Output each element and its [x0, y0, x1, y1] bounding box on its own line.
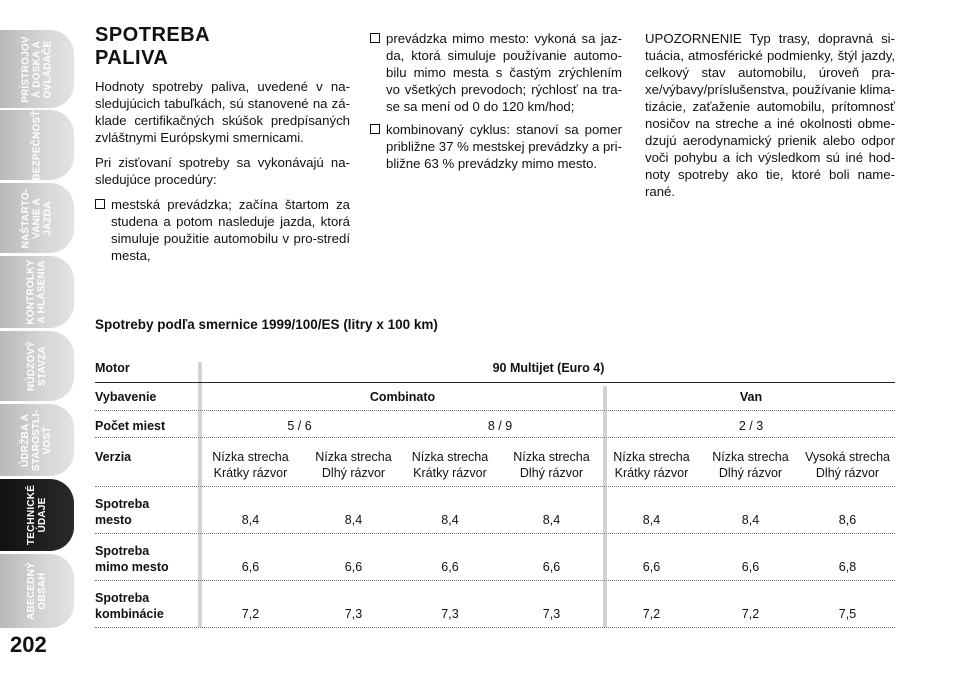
verzia-cell — [305, 449, 402, 481]
table-title: Spotreby podľa smernice 1999/100/ES (litry x 100 km) — [95, 317, 438, 332]
verzia-cell — [603, 449, 700, 481]
table-divider — [95, 627, 895, 628]
bullet-text: kombinovaný cyklus: stanoví sa pomer približne 37 % mestskej prevádzky a pri-bližne 63 % prevádzky mimo mesto. — [386, 122, 623, 171]
table-divider — [95, 410, 895, 411]
table-divider — [95, 533, 895, 534]
checkbox-bullet-icon — [95, 199, 105, 209]
consumption-value: 8,4 — [241, 513, 260, 527]
consumption-value: 8,4 — [542, 513, 561, 527]
tab-technicke-udaje[interactable] — [0, 479, 74, 551]
chapter-sidebar — [0, 0, 78, 640]
consumption-value: 7,2 — [741, 607, 760, 621]
consumption-value: 8,6 — [838, 513, 857, 527]
page-title — [95, 24, 350, 70]
title-line-2: PALIVA — [95, 47, 169, 69]
tab-pristrojova-doska[interactable] — [0, 30, 74, 108]
verzia-line-1: Nízka strecha — [411, 450, 489, 464]
tab-udrzba[interactable] — [0, 404, 74, 476]
verzia-line-1: Nízka strecha — [315, 450, 392, 464]
consumption-value: 6,6 — [441, 560, 459, 574]
verzia-line-2: Krátky rázvor — [213, 466, 288, 480]
page-number: 202 — [10, 632, 47, 657]
consumption-value: 6,6 — [642, 560, 661, 574]
vybavenie-van: Van — [739, 390, 763, 404]
table-divider — [95, 437, 895, 438]
consumption-value: 8,4 — [344, 513, 363, 527]
verzia-line-1: Vysoká strecha — [805, 450, 890, 464]
verzia-line-1: Nízka strecha — [212, 450, 289, 464]
consumption-value: 6,8 — [838, 560, 857, 574]
verzia-line-2: Krátky rázvor — [614, 466, 689, 480]
verzia-line-2: Dlhý rázvor — [321, 466, 386, 480]
tab-nudzovy-stav[interactable] — [0, 331, 74, 401]
list-item — [95, 196, 350, 264]
pocet-miest-value: 5 / 6 — [287, 419, 312, 433]
row-label-line: Spotreba — [95, 497, 150, 511]
verzia-line-2: Dlhý rázvor — [718, 466, 783, 480]
consumption-value: 7,2 — [642, 607, 661, 621]
verzia-line-2: Dlhý rázvor — [519, 466, 584, 480]
consumption-value: 8,4 — [441, 513, 459, 527]
bullet-text: mestská prevádzka; začína štartom za studena a potom nasleduje jazda, ktorá simuluje použitie automobilu v pro-stredí mesta, — [111, 197, 350, 263]
consumption-value: 6,6 — [741, 560, 760, 574]
table-divider — [95, 580, 895, 581]
warning-note: UPOZORNENIE Typ trasy, dopravná si-tuácia, atmosférické podmienky, štýl jazdy, celkový stav automobilu, úroveň pra-xe/výbavy/príslušenstva, používanie klima-tizácie, zaťaženie automobilu, prítomnosť nosičov na streche a iné okolnosti obme-dzujú aerodynamický prienik alebo odpor voči pohybu a ich výsledkom sú iné hod-noty spotreby ako tie, ktoré boli name-rané. — [645, 31, 895, 199]
consumption-value: 6,6 — [542, 560, 561, 574]
tab-label: NÚDZOVÝ STAVZA — [25, 340, 48, 392]
verzia-line-1: Nízka strecha — [712, 450, 789, 464]
tab-label: NAŠTARTO- VANIE A JAZDA — [20, 188, 54, 248]
list-item — [370, 30, 622, 115]
row-label-line: mimo mesto — [95, 560, 169, 574]
consumption-value: 7,3 — [542, 607, 561, 621]
vybavenie-combinato: Combinato — [369, 390, 436, 404]
consumption-value: 7,3 — [441, 607, 459, 621]
tab-kontrolky[interactable] — [0, 256, 74, 328]
tab-nastartovanie[interactable] — [0, 183, 74, 253]
verzia-line-2: Dlhý rázvor — [815, 466, 880, 480]
tab-label: ABECEDNÝ OBSAH — [26, 562, 48, 620]
row-label-spotreba-mesto — [95, 496, 149, 528]
row-label-line: mesto — [95, 513, 132, 527]
row-label-line: Spotreba — [95, 544, 150, 558]
row-label-line: Spotreba — [95, 591, 150, 605]
table-divider — [95, 486, 895, 487]
row-label-spotreba-kombinacie — [95, 590, 164, 622]
tab-label: TECHNICKÉ ÚDAJE — [25, 484, 48, 546]
checkbox-bullet-icon — [370, 33, 380, 43]
consumption-value: 7,2 — [241, 607, 260, 621]
bullet-text: prevádzka mimo mesto: vykoná sa jaz-da, ktorá simuluje používanie automo-bilu mimo mesta s častým zrýchlením vo všetkých prevodoch; rýchlosť na tra-se sa mení od 0 do 120 km/hod; — [386, 31, 622, 114]
verzia-cell — [202, 449, 299, 481]
row-label-verzia: Verzia — [95, 450, 132, 464]
consumption-value: 8,4 — [642, 513, 661, 527]
tab-label: KONTROLKY A HLÁSENIA — [25, 259, 48, 325]
pocet-miest-value: 8 / 9 — [487, 419, 513, 433]
tab-label: BEZPEČNOSŤ — [31, 109, 43, 181]
table-divider — [95, 382, 895, 383]
pocet-miest-value: 2 / 3 — [738, 419, 764, 433]
row-label-motor: Motor — [95, 361, 130, 375]
consumption-value: 7,3 — [344, 607, 363, 621]
consumption-value: 7,5 — [838, 607, 857, 621]
verzia-line-1: Nízka strecha — [513, 450, 590, 464]
row-label-line: kombinácie — [95, 607, 164, 621]
row-label-vybavenie: Vybavenie — [95, 390, 157, 404]
title-line-1: SPOTREBA — [95, 24, 211, 46]
intro-paragraph: Hodnoty spotreby paliva, uvedené v na-sledujúcich tabuľkách, sú stanovené na zá-klade certifikačných skúšok predpísaných zvláštnymi Európskymi smernicami. — [95, 79, 350, 145]
row-label-spotreba-mimo-mesto — [95, 543, 169, 575]
checkbox-bullet-icon — [370, 124, 380, 134]
verzia-cell — [400, 449, 500, 481]
consumption-value: 8,4 — [741, 513, 760, 527]
verzia-line-2: Krátky rázvor — [413, 466, 487, 480]
tab-bezpecnost[interactable] — [0, 110, 74, 180]
procedure-paragraph: Pri zisťovaní spotreby sa vykonávajú na-sledujúce procedúry: — [95, 155, 350, 187]
verzia-cell — [800, 449, 895, 481]
consumption-value: 6,6 — [344, 560, 363, 574]
row-label-pocet-miest: Počet miest — [95, 419, 166, 433]
list-item — [370, 121, 622, 172]
verzia-line-1: Nízka strecha — [613, 450, 690, 464]
verzia-cell — [503, 449, 600, 481]
verzia-cell — [702, 449, 799, 481]
tab-label: ÚDRŽBA A STAROSTLI- VOSŤ — [20, 409, 54, 471]
consumption-value: 6,6 — [241, 560, 260, 574]
tab-label: PRÍSTROJOV Á DOSKA A OVLÁDAČE — [20, 35, 54, 103]
text-column-1 — [95, 24, 350, 270]
motor-value: 90 Multijet (Euro 4) — [492, 361, 605, 375]
tab-abecedny-obsah[interactable] — [0, 554, 74, 628]
text-column-2 — [370, 30, 622, 178]
